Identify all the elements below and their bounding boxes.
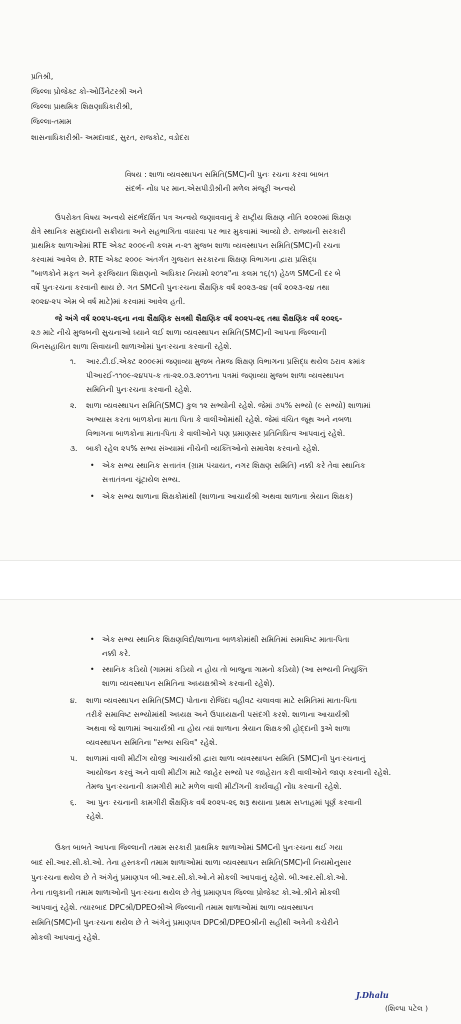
paragraph-line: સમિતિ(SMC)ની પુનઃરચના થયેલ છે તે અંગેનું પ્રમાણપત્ર DPCશ્રી/DPEOશ્રીની સહીથી અત્રેની કચેરીને bbox=[31, 918, 339, 927]
list-item-line: વ્યવસ્થાપન સમિતિના "સભ્ય સચિવ" રહેશે. bbox=[86, 738, 218, 747]
list-item-number: ૩. bbox=[70, 444, 78, 453]
paragraph-line: પુનઃરચના થયેલ છે તે અંગેનું પ્રમાણપત્ર બી.આર.સી.કો.ઓ.ને મોકલી આપવાનું રહેશે. બી.આર.સી.કો.ઓ. bbox=[31, 873, 348, 882]
bullet-icon: • bbox=[90, 635, 95, 644]
recipient-line: જિલ્લા-તમામ bbox=[31, 117, 72, 126]
paragraph-line: પ્રાથમિક શાળાઓમાં RTE એક્ટ ૨૦૦૯ની કલમ ન-૨૧ મુજબ શાળા વ્યવસ્થાપન સમિતિ(SMC)ની રચના bbox=[31, 241, 341, 250]
list-item-line: અથવા જે શાળામાં આચાર્યશ્રી ના હોય ત્યાં શાળાના શ્રેયાન શિક્ષકશ્રી હોદ્દાની રૂએ શાળા bbox=[86, 724, 351, 733]
signatory-name: (શિલ્પા પટેલ ) bbox=[385, 1004, 428, 1013]
list-item-line: રહેશે. bbox=[86, 812, 104, 821]
reference-subject-line: સંદર્ભ- નોંધ પર માન.એસપીડીશ્રીની મળેલ મંજૂરી અન્વયે bbox=[125, 184, 296, 193]
bullet-line: નક્કી કરે. bbox=[102, 649, 131, 658]
bullet-icon: • bbox=[90, 461, 95, 470]
bullet-line: એક સભ્ય સ્થાનિક શિક્ષણવિદો/શાળાના બાળકોમાંથી સમિતિમાં સમાવિષ્ટ માતા-પિતા bbox=[102, 635, 350, 644]
bullet-line: સ્થાનિક કડિયો (ગામમાં કડિયો ન હોય તો બાજુના ગામનો કડિયો) (આ સભ્યની નિયુક્તિ bbox=[102, 665, 368, 674]
list-item-line: પીઆરઈ-૧૧૦૯-૨૪૫૫-ક તા-૨૨.૦૩.૨૦૧૧ના પત્રમાં જણાવ્યા મુજબ શાળા વ્યવસ્થાપન bbox=[86, 371, 345, 380]
list-item-line: અભ્યાસ કરતા બાળકોના માતા પિતા કે વાલીઓમાંથી રહેશે. જેમાં વંચિત જૂથ અને નબળા bbox=[86, 415, 352, 424]
paragraph-line: ૨૭ માટે નીચે મુજબની સુચનાઓ ધ્યાને લઈ શાળા વ્યવસ્થાપન સમિતિ(SMC)ની આપના જિલ્લાની bbox=[31, 328, 327, 337]
recipient-line: શાસનાધિકારીશ્રી- અમદાવાદ, સુરત, રાજકોટ, વડોદરા bbox=[31, 133, 190, 142]
bullet-line: એક સભ્ય સ્થાનિક સત્તાતંત્ર (ગ્રામ પંચાયત, નગર શિક્ષણ સમિતિ) નક્કી કરે તેવા સ્થાનિક bbox=[102, 461, 366, 470]
paragraph-line: વર્ષે પુનઃરચના કરવાની થાય છે. ગત SMCની પુનઃરચના શૈક્ષણિક વર્ષ ૨૦૨૩-૨૪ (વર્ષ ૨૦૨૩-૨૪ તથા bbox=[31, 283, 330, 292]
list-item-number: ૧. bbox=[70, 357, 77, 366]
paragraph-line: બાદ સી.આર.સી.કો.ઓ. તેના હસ્તકની તમામ શાળાઓમાં શાળા વ્યવસ્થાપન સમિતિ(SMC)ની નિયમોનુસાર bbox=[31, 858, 352, 867]
list-item-line: શાળા વ્યવસ્થાપન સમિતિ(SMC) કુલ ૧૨ સભ્યોની રહેશે. જેમાં ૭૫% સભ્યો (૯ સભ્યો) શાળામાં bbox=[86, 401, 371, 410]
bullet-line: શાળા વ્યવસ્થાપન સમિતિના અધ્યક્ષશ્રીએ કરવાની રહેશે). bbox=[102, 679, 275, 688]
paragraph-line: કરવામાં આવેલ છે. RTE એક્ટ ૨૦૦૯ અંતર્ગત ગુજરાત સરકારના શિક્ષણ વિભાગના દ્વારા પ્રસિદ્ધ bbox=[31, 255, 317, 264]
list-item-number: ૬. bbox=[70, 798, 77, 807]
paragraph-line: મોકલી આપવાનું રહેશે. bbox=[31, 933, 101, 942]
paragraph-line: બિનસહાયિત શાળા સિવાયની શાળાઓમાં પુનઃરચના કરવાની રહેશે. bbox=[31, 342, 232, 351]
bullet-line: સત્તાતંત્રના ચૂંટાયેલ સભ્ય. bbox=[102, 475, 181, 484]
list-item-line: તરીકે સમાવિષ્ટ સભ્યોમાંથી અધ્યક્ષ અને ઉપાધ્યક્ષની પસંદગી કરશે. શાળાના આચાર્યશ્રી bbox=[86, 710, 350, 719]
signature-scribble: J.Dhalu bbox=[356, 990, 389, 1000]
paragraph-line: ૨૦૨૪-૨૫ એમ બે વર્ષ માટે)માં કરવામાં આવેલ હતી. bbox=[31, 297, 186, 306]
list-item-line: આ પુનઃ રચનાની કામગીરી શૈક્ષણિક વર્ષ ૨૦૨૫-૨૬ શરૂ થયાના પ્રથમ સપ્તાહમાં પૂર્ણ કરવાની bbox=[86, 798, 362, 807]
list-item-line: આર.ટી.ઈ.એક્ટ ૨૦૦૯માં જણાવ્યા મુજબ તેમજ શિક્ષણ વિભાગના પ્રસિદ્ધ થયેલ ઠરાવ ક્રમાંક bbox=[86, 357, 366, 366]
paragraph-line: ઉક્ત બાબતે આપના જિલ્લાની તમામ સરકારી પ્રાથમિક શાળાઓમાં SMCની પુનઃરચના થઈ ગયા bbox=[55, 843, 343, 852]
list-item-line: બાકી રહેલ ૨૫% સભ્ય સંખ્યામાં નીચેની વ્યક્તિઓનો સમાવેશ કરવાનો રહેશે. bbox=[86, 444, 320, 453]
bullet-line: એક સભ્ય શાળાના શિક્ષકોમાંથી (શાળાના આચાર્યશ્રી અથવા શાળાના શ્રેયાન શિક્ષક) bbox=[102, 492, 353, 501]
list-item-number: ૪. bbox=[70, 696, 78, 705]
paragraph-line: "બાળકોને મફત અને ફરજિયાત શિક્ષણનો અધિકાર નિયમો ૨૦૧૨"ના કલમ ૧૬(૧) હેઠળ SMCની દર બે bbox=[31, 269, 341, 278]
list-item-line: આયોજન કરવું અને વાલી મીટીંગ માટે જાહેર સભ્યો પર જાહેરાત કરી વાલીઓને જાણ કરવાની રહેશે. bbox=[86, 768, 392, 777]
subject-line: વિષય : શાળા વ્યવસ્થાપન સમિતિ(SMC)ની પુનઃ રચના કરવા બાબત bbox=[125, 170, 329, 179]
list-item-line: તેમજ પુનઃરચનાની કામગીરી માટે મળેલ વાલી મીટીંગની કાર્યવાહી નોંધ કરવાની રહેશે. bbox=[86, 782, 342, 791]
paragraph-line: તેના તાલુકાની તમામ શાળાઓની પુનઃરચના થયેલ છે તેવું પ્રમાણપત્ર જિલ્લા પ્રોજેક્ટ કો.ઓ.શ્રીને મોકલી bbox=[31, 888, 340, 897]
paragraph-line: ઉપરોક્ત વિષય અન્વયે સંદર્ભદર્શિત પત્ર અન્વયે જણાવવાનું કે રાષ્ટ્રીય શિક્ષણ નીતિ ૨૦૨૦માં શિક્ષણ bbox=[55, 213, 352, 222]
paragraph-line: આપવાનું રહેશે. ત્યારબાદ DPCશ્રી/DPEOશ્રીએ જિલ્લાની તમામ શાળાઓમાં શાળા વ્યવસ્થાપન bbox=[31, 903, 314, 912]
list-item-line: શાળા વ્યવસ્થાપન સમિતિ(SMC) પોતાના રોજિંદા વહીવટ ચલાવવા માટે સમિતિમાં માતા-પિતા bbox=[86, 696, 357, 705]
bullet-icon: • bbox=[90, 665, 95, 674]
paragraph-line: જે અંગે વર્ષ ૨૦૨૫-૨૬ના નવા શૈક્ષણિક સત્રથી શૈક્ષણિક વર્ષ ૨૦૨૫-૨૬ તથા શૈક્ષણિક વર્ષ ૨૦૨૬- bbox=[55, 314, 343, 323]
paragraph-line: ક્ષેત્રે સ્થાનિક સમુદાયની સક્રીયતા અને સહભાગિતા વધારવા પર ભાર મુકવામાં આવ્યો છે. રાજ્યની સરકારી bbox=[31, 227, 346, 236]
bullet-icon: • bbox=[90, 492, 95, 501]
list-item-number: ૨. bbox=[70, 401, 77, 410]
recipient-line: જિલ્લા પ્રોજેક્ટ કો-ઓર્ડિનેટરશ્રી અને bbox=[31, 87, 143, 96]
list-item-line: વિભાગના બાળકોના માતા-પિતા કે વાલીઓને પણ પ્રમાણસર પ્રતિનિધિત્વ આપવાનું રહેશે. bbox=[86, 429, 346, 438]
list-item-line: શાળામાં વાલી મીટીંગ યોજી આચાર્યશ્રી દ્વારા શાળા વ્યવસ્થાપન સમિતિ (SMC)ની પુનઃરચનાનું bbox=[86, 754, 366, 763]
page-break bbox=[0, 560, 461, 600]
list-item-number: ૫. bbox=[70, 754, 78, 763]
recipient-line: જિલ્લા પ્રાથમિક શિક્ષણાધિકારીશ્રી, bbox=[31, 102, 133, 111]
recipient-line: પ્રતિશ્રી, bbox=[31, 72, 54, 81]
list-item-line: સમિતિની પુનઃરચના કરવાની રહેશે. bbox=[86, 385, 192, 394]
